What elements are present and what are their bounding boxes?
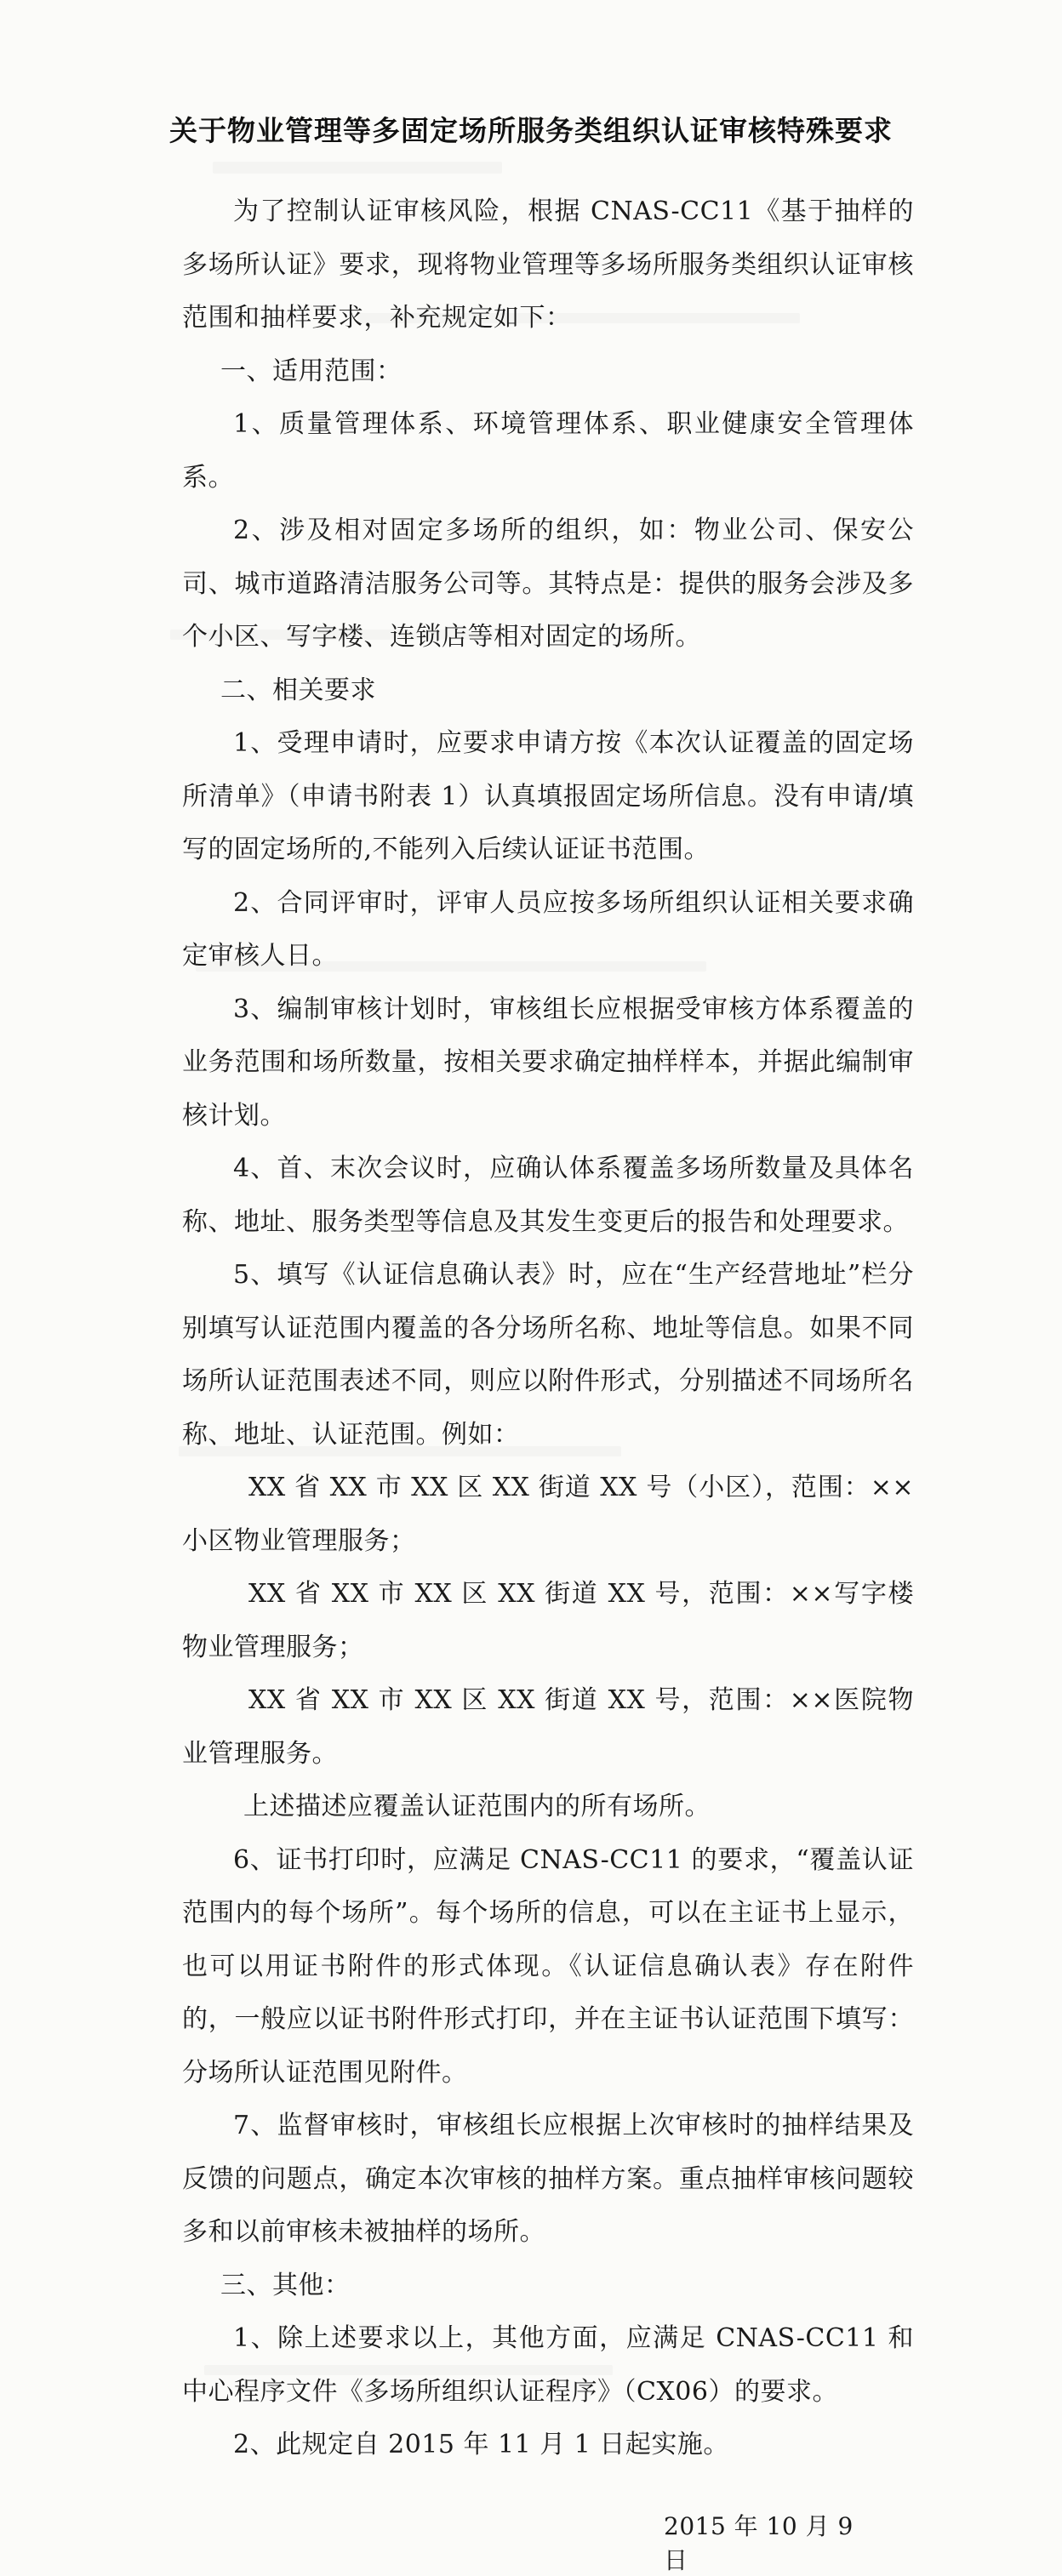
document-title: 关于物业管理等多固定场所服务类组织认证审核特殊要求 <box>169 114 893 147</box>
section-item: 4、首、末次会议时，应确认体系覆盖多场所数量及具体名称、地址、服务类型等信息及其发生变更后的报告和处理要求。 <box>182 1154 914 1237</box>
section-item: 7、监督审核时，审核组长应根据上次审核时的抽样结果及反馈的问题点，确定本次审核的抽样方案。重点抽样审核问题较多和以前审核未被抽样的场所。 <box>182 2111 914 2247</box>
section-heading: 三、其他： <box>220 2270 351 2300</box>
section-item: 2、此规定自 2015 年 11 月 1 日起实施。 <box>233 2430 729 2459</box>
section-item: 1、受理申请时，应要求申请方按《本次认证覆盖的固定场所清单》（申请书附表 1）认真填报固定场所信息。没有申请/填写的固定场所的,不能列入后续认证证书范围。 <box>182 728 914 864</box>
example-address: XX 省 XX 市 XX 区 XX 街道 XX 号（小区），范围：××小区物业管理服务； <box>182 1473 914 1556</box>
section-item: 2、涉及相对固定多场所的组织，如：物业公司、保安公司、城市道路清洁服务公司等。其特点是：提供的服务会涉及多个小区、写字楼、连锁店等相对固定的场所。 <box>182 516 914 652</box>
section-heading: 一、适用范围： <box>220 356 403 386</box>
example-address: XX 省 XX 市 XX 区 XX 街道 XX 号，范围：××写字楼物业管理服务； <box>182 1579 914 1662</box>
section-item: 1、除上述要求以上，其他方面，应满足 CNAS-CC11 和中心程序文件《多场所组织认证程序》（CX06）的要求。 <box>182 2323 914 2407</box>
section-heading: 二、相关要求 <box>220 675 376 705</box>
section-item: 3、编制审核计划时，审核组长应根据受审核方体系覆盖的业务范围和场所数量，按相关要求确定抽样样本，并据此编制审核计划。 <box>182 994 914 1131</box>
scan-shadow <box>213 162 502 174</box>
intro-paragraph: 为了控制认证审核风险，根据 CNAS-CC11《基于抽样的多场所认证》要求，现将物业管理等多场所服务类组织认证审核范围和抽样要求，补充规定如下： <box>182 197 914 333</box>
example-address: XX 省 XX 市 XX 区 XX 街道 XX 号，范围：××医院物业管理服务。 <box>182 1685 914 1769</box>
section-item: 5、填写《认证信息确认表》时，应在“生产经营地址”栏分别填写认证范围内覆盖的各分场所名称、地址等信息。如果不同场所认证范围表述不同，则应以附件形式，分别描述不同场所名称、地址、认证范围。例如： <box>182 1260 914 1450</box>
section-item: 6、证书打印时，应满足 CNAS-CC11 的要求，“覆盖认证范围内的每个场所”。每个场所的信息，可以在主证书上显示，也可以用证书附件的形式体现。《认证信息确认表》存在附件的，一般应以证书附件形式打印，并在主证书认证范围下填写：分场所认证范围见附件。 <box>182 1844 914 2088</box>
document-date: 2015 年 10 月 9 日 <box>664 2512 854 2574</box>
section-item: 2、合同评审时，评审人员应按多场所组织认证相关要求确定审核人日。 <box>182 887 914 971</box>
example-note: 上述描述应覆盖认证范围内的所有场所。 <box>243 1792 711 1821</box>
section-item: 1、质量管理体系、环境管理体系、职业健康安全管理体系。 <box>182 409 914 493</box>
document-body <box>182 185 914 2472</box>
